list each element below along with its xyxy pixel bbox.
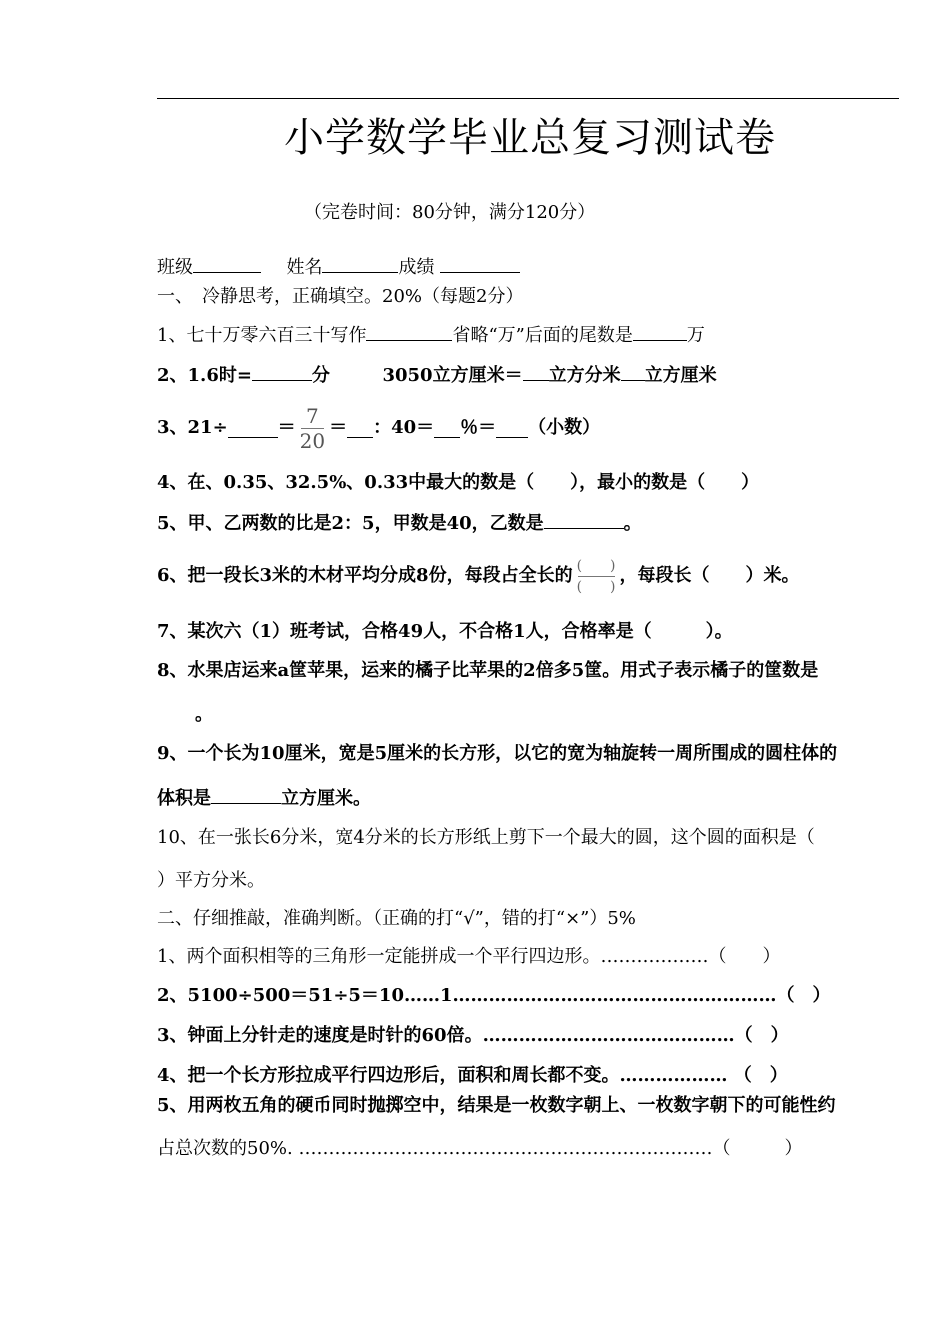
question-1-9b: 体积是 立方厘米。 [157, 785, 371, 812]
question-1-6: 6、把一段长3米的木材平均分成8份，每段占全长的 $\frac{( )}{( )}$ ，每段长（ ）米。 [157, 557, 800, 595]
class-blank [193, 254, 261, 273]
score-blank [440, 254, 520, 273]
class-label: 班级 [157, 257, 193, 278]
section2-heading: 二、仔细推敲，准确判断。（正确的打“√”，错的打“×”）5% [157, 908, 636, 929]
question-1-5: 5、甲、乙两数的比是2：5，甲数是40，乙数是 。 [157, 510, 642, 537]
score-label: 成绩 [398, 257, 435, 278]
question-1-4: 4、在、0.35、32.5%、0.33中最大的数是（ ），最小的数是（ ） [157, 472, 760, 493]
judge-question-2: 2、5100÷500＝51÷5＝10……1………………………………………………（ ） [157, 985, 831, 1006]
question-1-8a: 8、水果店运来a筐苹果，运来的橘子比苹果的2倍多5筐。用式子表示橘子的筐数是 [157, 660, 819, 681]
fraction-blank: $\frac{( )}{( )}$ [576, 557, 616, 595]
question-1-9a: 9、一个长为10厘米，宽是5厘米的长方形，以它的宽为轴旋转一周所围成的圆柱体的 [157, 743, 838, 764]
question-1-7: 7、某次六（1）班考试，合格49人，不合格1人，合格率是（ ）。 [157, 621, 733, 642]
judge-question-5b: 占总次数的50%. ……………………………………………………………（ ） [157, 1138, 803, 1159]
judge-question-3: 3、钟面上分针走的速度是时针的60倍。……………………………………（ ） [157, 1025, 789, 1046]
header-rule [157, 98, 899, 99]
question-1-10b: ）平方分米。 [157, 870, 265, 891]
exam-subtitle: （完卷时间：80分钟，满分120分） [304, 202, 596, 223]
question-1-1: 1、七十万零六百三十写作 省略“万”后面的尾数是 万 [157, 322, 705, 349]
question-1-2: 2、1.6时= 分 3050立方厘米＝ 立方分米 立方厘米 [157, 362, 717, 389]
question-1-8b: 。 [195, 704, 213, 725]
name-blank [322, 254, 398, 273]
page-title: 小学数学毕业总复习测试卷 [284, 115, 776, 161]
question-1-10a: 10、在一张长6分米，宽4分米的长方形纸上剪下一个最大的圆，这个圆的面积是（ [157, 827, 815, 848]
judge-question-5a: 5、用两枚五角的硬币同时抛掷空中，结果是一枚数字朝上、一枚数字朝下的可能性约 [157, 1095, 836, 1116]
judge-question-1: 1、两个面积相等的三角形一定能拼成一个平行四边形。………………（ ） [157, 946, 781, 967]
fraction-7-20: $\frac{7}{20}$ [299, 403, 326, 453]
name-label: 姓名 [286, 257, 323, 278]
judge-question-4: 4、把一个长方形拉成平行四边形后，面积和周长都不变。……………… （ ） [157, 1065, 788, 1086]
question-1-3: 3、21÷ ＝ $\frac{7}{20}$ ＝ ：40＝ ％＝ （小数） [157, 403, 601, 453]
section1-heading: 一、 冷静思考，正确填空。20%（每题2分） [157, 286, 524, 307]
student-info [157, 254, 520, 281]
